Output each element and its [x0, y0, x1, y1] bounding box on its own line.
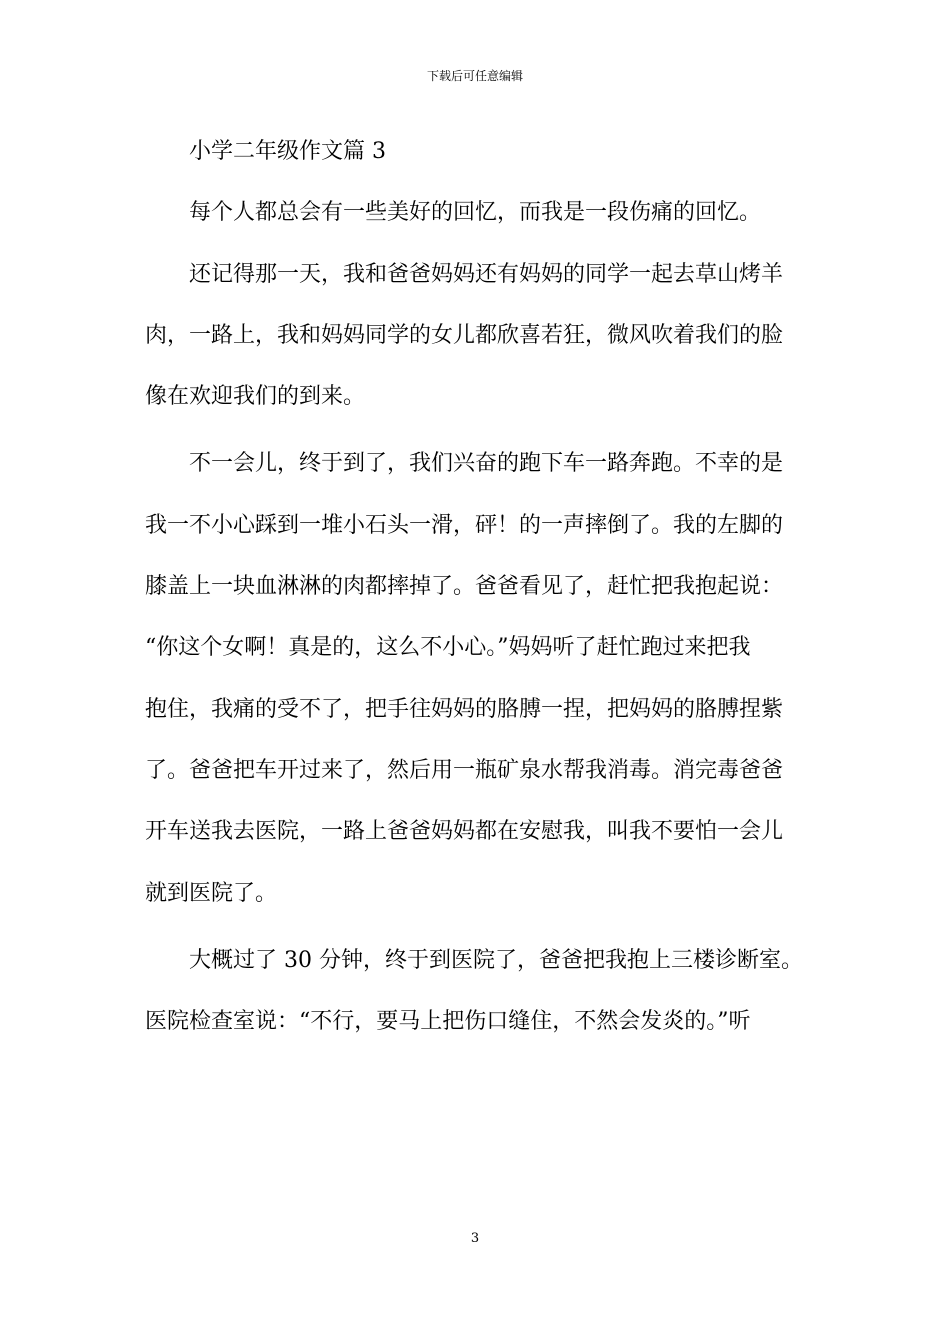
paragraph-line: 每个人都总会有一些美好的回忆，而我是一段伤痛的回忆。	[189, 200, 762, 226]
paragraph-line: 大概过了 30 分钟，终于到医院了，爸爸把我抱上三楼诊断室。	[189, 947, 803, 973]
paragraph-line: 还记得那一天，我和爸爸妈妈还有妈妈的同学一起去草山烤羊	[189, 261, 784, 287]
paragraph-line: 我一不小心踩到一堆小石头一滑，砰！的一声摔倒了。我的左脚的	[145, 512, 784, 538]
paragraph-line: 不一会儿，终于到了，我们兴奋的跑下车一路奔跑。不幸的是	[189, 451, 784, 477]
essay-title: 小学二年级作文篇 3	[189, 139, 386, 164]
paragraph-line: 开车送我去医院，一路上爸爸妈妈都在安慰我，叫我不要怕一会儿	[145, 819, 784, 845]
paragraph-line: 医院检查室说：“不行，要马上把伤口缝住，不然会发炎的。”听	[145, 1009, 751, 1035]
paragraph-line: 就到医院了。	[145, 880, 278, 906]
page-header: 下载后可任意编辑	[426, 69, 523, 83]
paragraph-line: “你这个女啊！真是的，这么不小心。”妈妈听了赶忙跑过来把我	[145, 635, 751, 661]
paragraph-line: 了。爸爸把车开过来了，然后用一瓶矿泉水帮我消毒。消完毒爸爸	[145, 757, 784, 783]
paragraph-line: 抱住，我痛的受不了，把手往妈妈的胳膊一捏，把妈妈的胳膊捏紫	[145, 696, 784, 722]
paragraph-line: 膝盖上一块血淋淋的肉都摔掉了。爸爸看见了，赶忙把我抱起说：	[145, 574, 784, 600]
paragraph-line: 肉，一路上，我和妈妈同学的女儿都欣喜若狂，微风吹着我们的脸	[145, 322, 784, 348]
paragraph-line: 像在欢迎我们的到来。	[145, 384, 366, 410]
document-body	[145, 132, 809, 1063]
page-number: 3	[470, 1231, 480, 1246]
